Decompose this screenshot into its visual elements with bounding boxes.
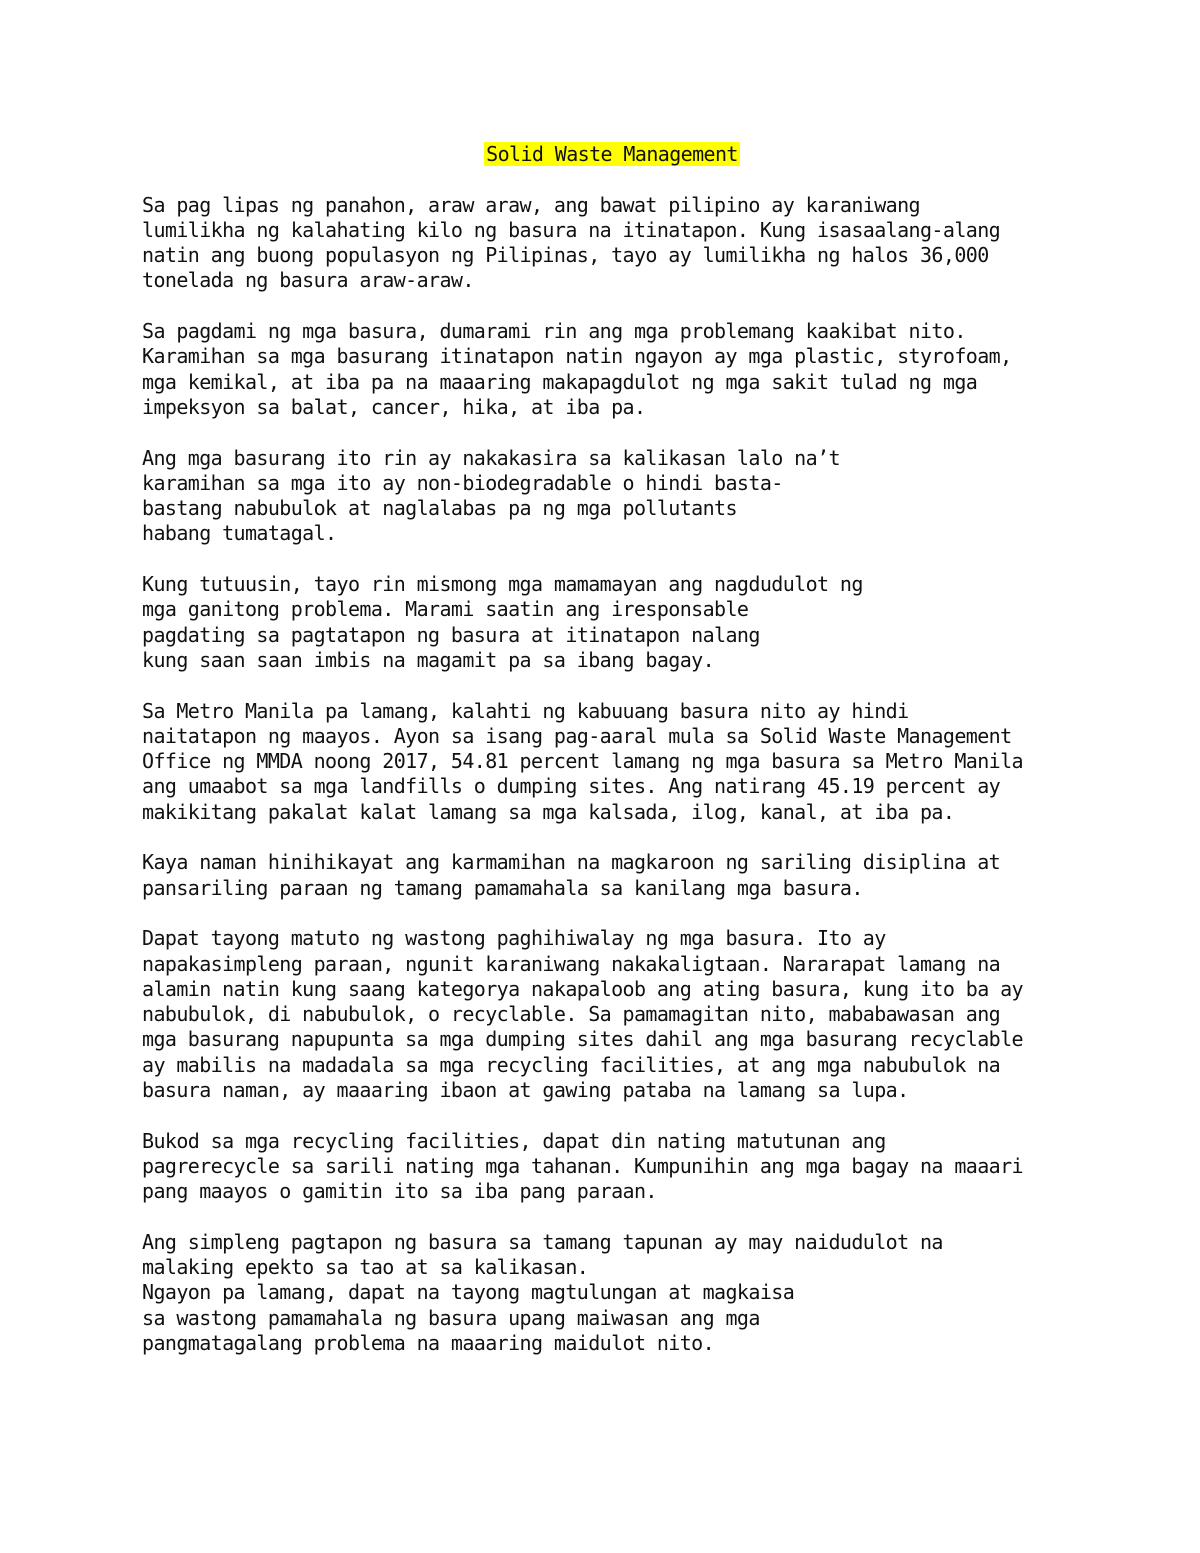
paragraph-9: [142, 1230, 1082, 1356]
text-line: malaking epekto sa tao at sa kalikasan.: [142, 1255, 589, 1280]
paragraph-2: [142, 319, 1082, 420]
text-line: natin ang buong populasyon ng Pilipinas, tayo ay lumilikha ng halos 36,000: [142, 243, 989, 268]
text-line: pang maayos o gamitin ito sa iba pang paraan.: [142, 1179, 657, 1204]
text-line: pagrerecycle sa sarili nating mga tahanan. Kumpunihin ang mga bagay na maaari: [142, 1153, 1023, 1178]
text-line: impeksyon sa balat, cancer, hika, at iba pa.: [142, 394, 646, 419]
document-body: [142, 142, 1082, 1382]
text-line: pagdating sa pagtatapon ng basura at itinatapon nalang: [142, 622, 760, 647]
text-line: Office ng MMDA noong 2017, 54.81 percent lamang ng mga basura sa Metro Manila: [142, 749, 1023, 774]
text-line: ang umaabot sa mga landfills o dumping sites. Ang natirang 45.19 percent ay: [142, 774, 1001, 799]
text-line: karamihan sa mga ito ay non-biodegradable o hindi basta-: [142, 470, 783, 495]
text-line: Sa pag lipas ng panahon, araw araw, ang bawat pilipino ay karaniwang: [142, 192, 920, 217]
paragraph-8: [142, 1129, 1082, 1205]
text-line: mga ganitong problema. Marami saatin ang iresponsable: [142, 597, 749, 622]
text-line: kung saan saan imbis na magamit pa sa ibang bagay.: [142, 647, 715, 672]
document-title: Solid Waste Management: [486, 142, 738, 166]
text-line: Dapat tayong matuto ng wastong paghihiwalay ng mga basura. Ito ay: [142, 926, 886, 951]
text-line: makikitang pakalat kalat lamang sa mga kalsada, ilog, kanal, at iba pa.: [142, 799, 955, 824]
text-line: Ngayon pa lamang, dapat na tayong magtulungan at magkaisa: [142, 1280, 795, 1305]
text-line: alamin natin kung saang kategorya nakapaloob ang ating basura, kung ito ba ay: [142, 976, 1023, 1001]
text-line: Sa Metro Manila pa lamang, kalahti ng kabuuang basura nito ay hindi: [142, 698, 909, 723]
text-line: pangmatagalang problema na maaaring maidulot nito.: [142, 1330, 715, 1355]
paragraph-7: [142, 926, 1082, 1103]
text-line: mga kemikal, at iba pa na maaaring makapagdulot ng mga sakit tulad ng mga: [142, 369, 978, 394]
paragraph-1: [142, 193, 1082, 294]
text-line: ay mabilis na madadala sa mga recycling facilities, at ang mga nabubulok na: [142, 1052, 1001, 1077]
text-line: napakasimpleng paraan, ngunit karaniwang nakakaligtaan. Nararapat lamang na: [142, 951, 1001, 976]
text-line: Bukod sa mga recycling facilities, dapat din nating matutunan ang: [142, 1128, 886, 1153]
text-line: basura naman, ay maaaring ibaon at gawing pataba na lamang sa lupa.: [142, 1077, 909, 1102]
text-line: lumilikha ng kalahating kilo ng basura na itinatapon. Kung isasaalang-alang: [142, 217, 1001, 242]
text-line: Kung tutuusin, tayo rin mismong mga mamamayan ang nagdudulot ng: [142, 572, 863, 597]
paragraph-5: [142, 699, 1082, 825]
text-line: Kaya naman hinihikayat ang karmamihan na magkaroon ng sariling disiplina at: [142, 850, 1001, 875]
paragraph-6: [142, 850, 1082, 901]
text-line: Ang mga basurang ito rin ay nakakasira sa kalikasan lalo na’t: [142, 445, 840, 470]
text-line: habang tumatagal.: [142, 521, 337, 546]
text-line: Ang simpleng pagtapon ng basura sa tamang tapunan ay may naidudulot na: [142, 1229, 943, 1254]
text-line: naitatapon ng maayos. Ayon sa isang pag-aaral mula sa Solid Waste Management: [142, 723, 1012, 748]
paragraph-4: [142, 572, 1082, 673]
text-line: sa wastong pamamahala ng basura upang maiwasan ang mga: [142, 1305, 760, 1330]
text-line: mga basurang napupunta sa mga dumping sites dahil ang mga basurang recyclable: [142, 1027, 1023, 1052]
text-line: pansariling paraan ng tamang pamamahala sa kanilang mga basura.: [142, 875, 863, 900]
paragraph-3: [142, 446, 1082, 547]
text-line: bastang nabubulok at naglalabas pa ng mga pollutants: [142, 496, 737, 521]
text-line: tonelada ng basura araw-araw.: [142, 268, 474, 293]
title-row: [142, 142, 1082, 167]
text-line: Karamihan sa mga basurang itinatapon natin ngayon ay mga plastic, styrofoam,: [142, 344, 1012, 369]
text-line: Sa pagdami ng mga basura, dumarami rin ang mga problemang kaakibat nito.: [142, 319, 966, 344]
text-line: nabubulok, di nabubulok, o recyclable. Sa pamamagitan nito, mababawasan ang: [142, 1002, 1001, 1027]
